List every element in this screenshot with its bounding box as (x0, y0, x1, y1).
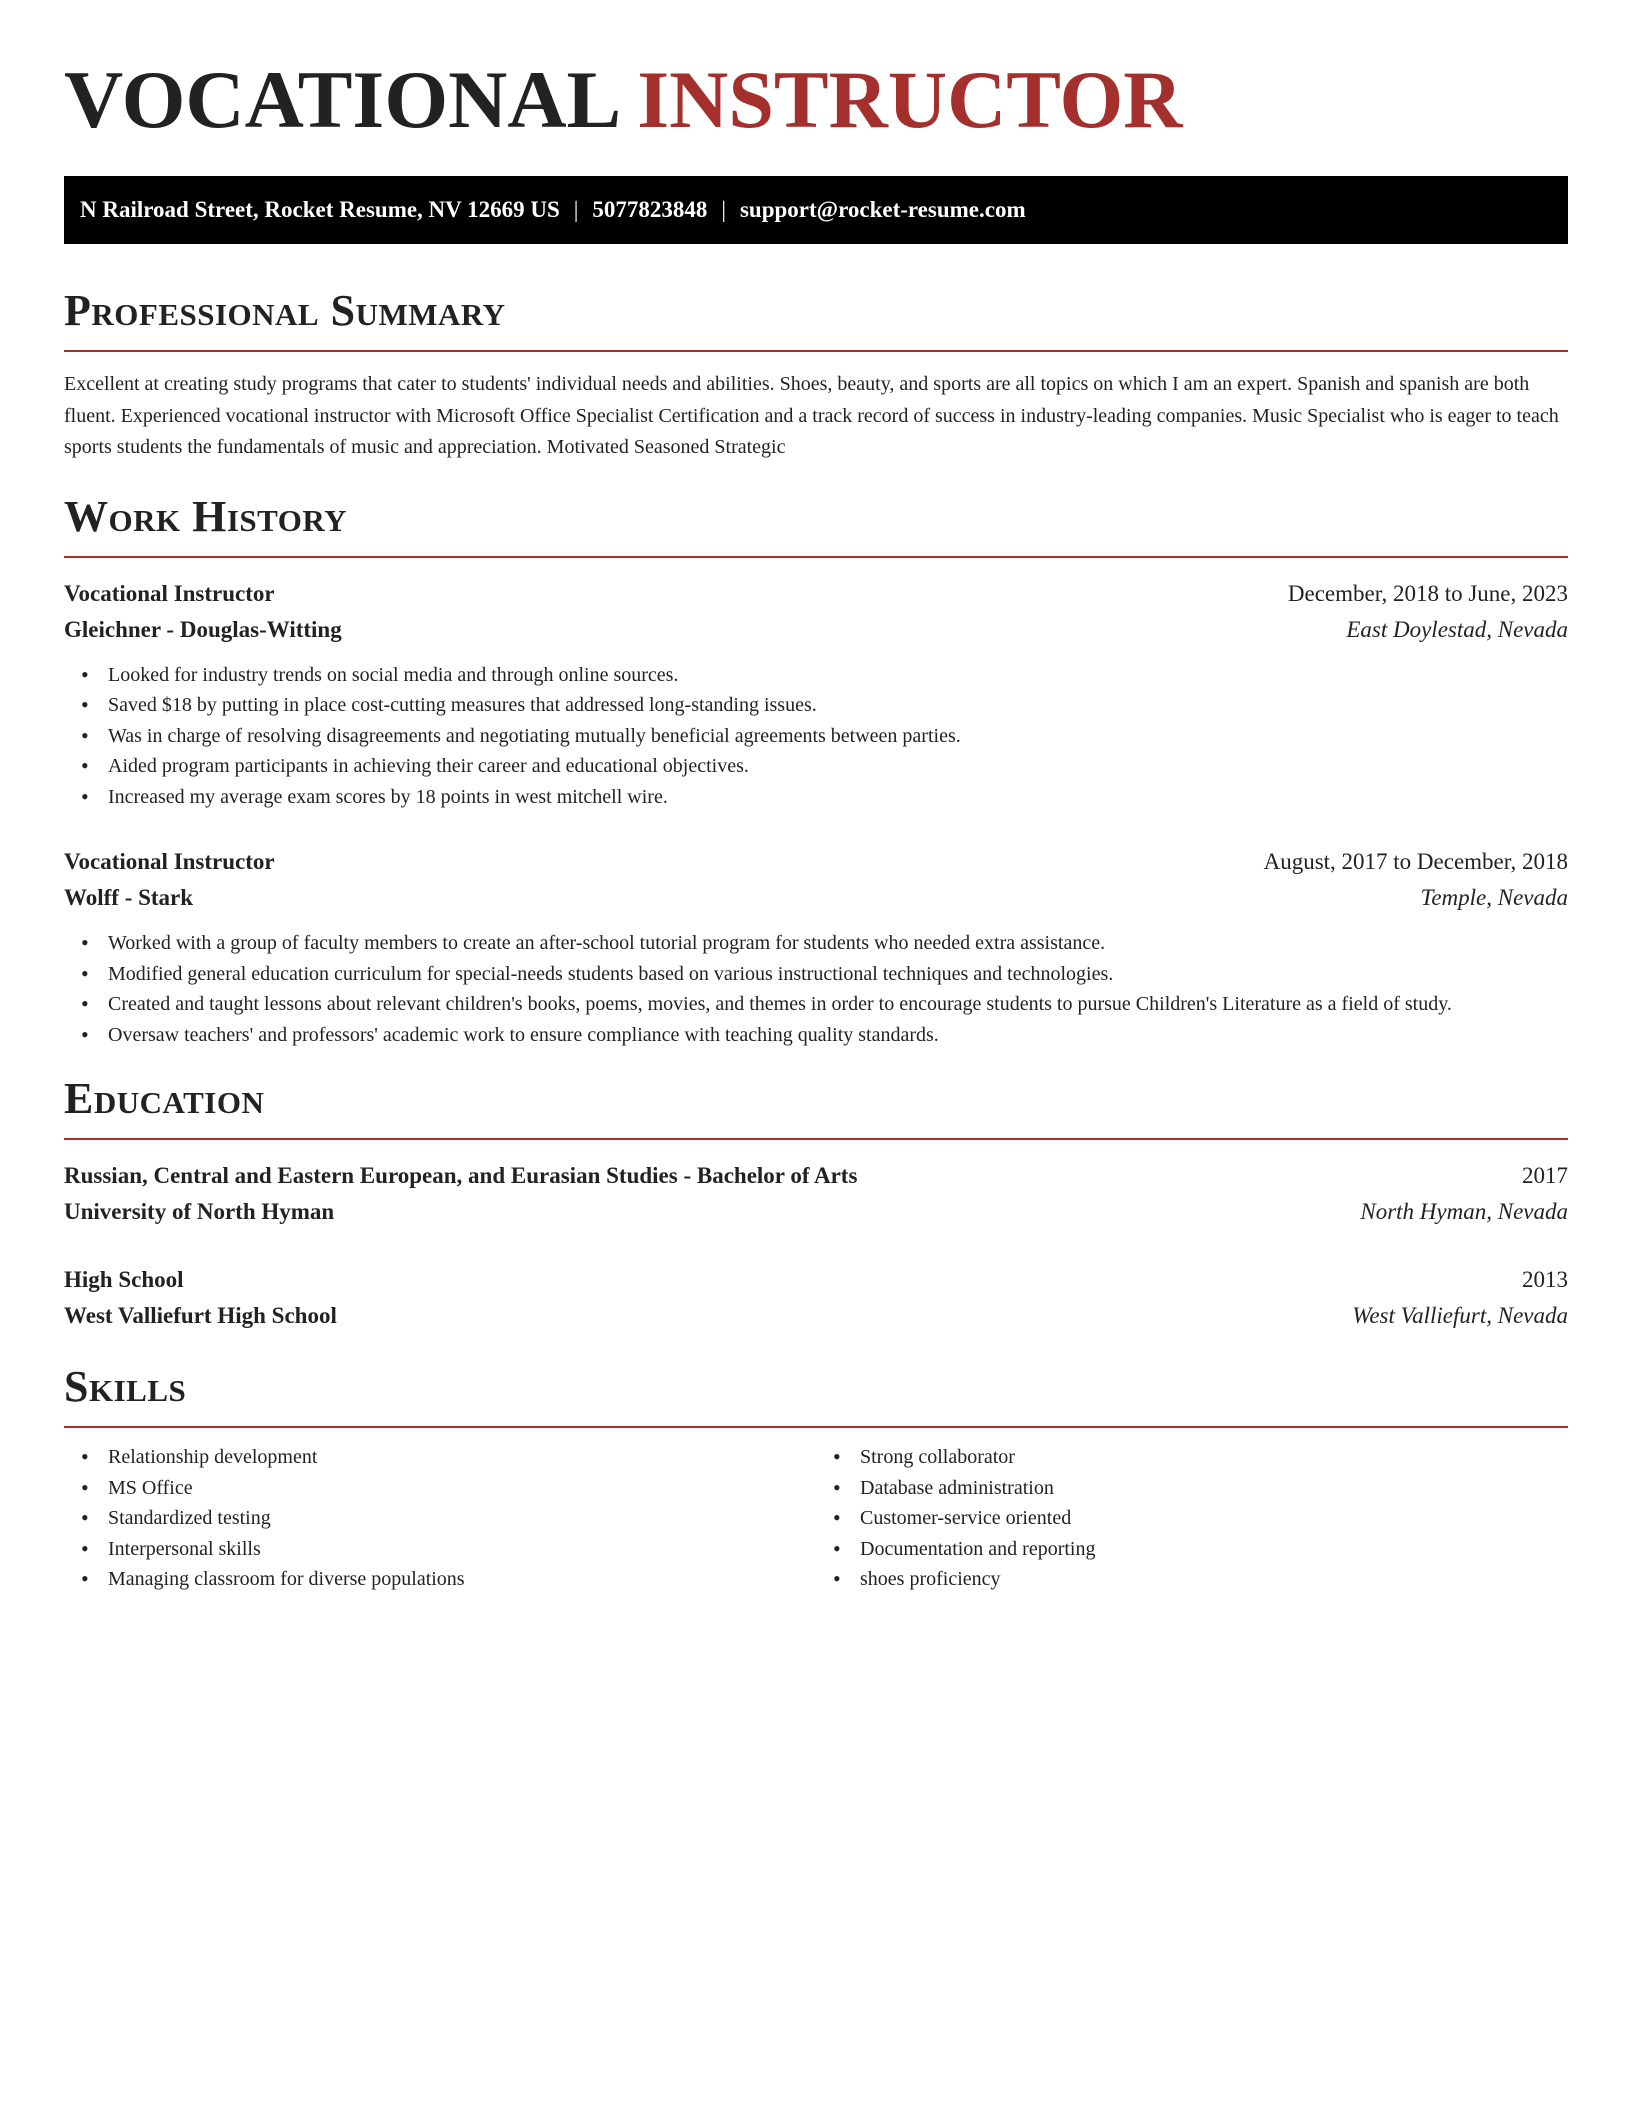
education-school-row (64, 1298, 1568, 1334)
education-entry (64, 1262, 1568, 1334)
section-divider (64, 350, 1568, 352)
resume-name (64, 0, 1568, 150)
job-bullets (64, 660, 1568, 813)
job-bullet: • Saved $18 by putting in place cost-cutting measures that addressed long-standing issues. (108, 690, 1568, 721)
skill-item: • Managing classroom for diverse populations (108, 1564, 816, 1595)
job-entry (64, 576, 1568, 813)
job-entry (64, 844, 1568, 1050)
contact-bar (64, 176, 1568, 244)
contact-address: N Railroad Street, Rocket Resume, NV 12669 US (80, 197, 560, 222)
job-header-row (64, 576, 1568, 612)
job-bullets (64, 928, 1568, 1050)
job-bullet: • Worked with a group of faculty members to create an after-school tutorial program for students who needed extra assistance. (108, 928, 1568, 959)
section-divider (64, 1426, 1568, 1428)
skills-section (64, 1360, 1568, 1595)
contact-separator: | (721, 197, 726, 222)
skill-item: • Standardized testing (108, 1503, 816, 1534)
job-role: Vocational Instructor (64, 849, 275, 874)
job-location: East Doylestad, Nevada (1346, 616, 1568, 642)
skills-columns (64, 1442, 1568, 1595)
job-location: Temple, Nevada (1420, 885, 1568, 910)
skill-item: • Customer-service oriented (860, 1503, 1568, 1534)
job-company: Gleichner - Douglas-Witting (64, 616, 342, 642)
education-section (64, 1072, 1568, 1334)
education-year: 2017 (1522, 1163, 1568, 1188)
section-title-summary: Professional Summary (64, 286, 506, 335)
education-degree-row (64, 1158, 1568, 1194)
skill-item: • Strong collaborator (860, 1442, 1568, 1473)
section-title-skills: Skills (64, 1362, 187, 1411)
section-divider (64, 556, 1568, 558)
resume-page (64, 0, 1568, 1595)
job-bullet: • Oversaw teachers' and professors' academic work to ensure compliance with teaching quality standards. (108, 1020, 1568, 1051)
skill-item: • Relationship development (108, 1442, 816, 1473)
education-location: West Valliefurt, Nevada (1352, 1303, 1568, 1328)
skills-list-left (64, 1442, 816, 1595)
section-title-work-history: Work History (64, 491, 348, 541)
section-title-education: Education (64, 1074, 265, 1123)
education-school-row (64, 1194, 1568, 1230)
contact-email: support@rocket-resume.com (739, 197, 1026, 222)
summary-section (64, 284, 1568, 464)
job-company-row (64, 880, 1568, 916)
education-degree: High School (64, 1267, 184, 1292)
contact-separator: | (573, 197, 579, 222)
job-company: Wolff - Stark (64, 885, 194, 910)
job-bullet: • Aided program participants in achieving their career and educational objectives. (108, 751, 1568, 782)
education-location: North Hyman, Nevada (1360, 1199, 1568, 1224)
job-bullet: • Looked for industry trends on social media and through online sources. (108, 660, 1568, 691)
education-school: West Valliefurt High School (64, 1303, 337, 1328)
skill-item: • shoes proficiency (860, 1564, 1568, 1595)
job-dates: December, 2018 to June, 2023 (1287, 580, 1568, 606)
skill-item: • MS Office (108, 1473, 816, 1504)
contact-phone: 5077823848 (592, 197, 708, 222)
job-bullet: • Created and taught lessons about relevant children's books, poems, movies, and themes in order to encourage students to pursue Children's Literature as a field of study. (108, 989, 1568, 1020)
section-divider (64, 1138, 1568, 1140)
work-history-section (64, 490, 1568, 1051)
job-header-row (64, 844, 1568, 880)
skill-item: • Database administration (860, 1473, 1568, 1504)
job-dates: August, 2017 to December, 2018 (1263, 849, 1568, 874)
job-role: Vocational Instructor (64, 580, 275, 606)
summary-text: Excellent at creating study programs that cater to students' individual needs and abilities. Shoes, beauty, and sports are all topics on which I am an expert. Spanish and spanish are both fluent. Experienced vocational instructor with Microsoft Office Specialist Certification and a track record of success in industry-leading companies. Music Specialist who is eager to teach sports students the fundamentals of music and appreciation. Motivated Seasoned Strategic (64, 373, 1559, 458)
skill-item: • Interpersonal skills (108, 1534, 816, 1565)
skills-list-right (816, 1442, 1568, 1595)
education-school: University of North Hyman (64, 1199, 335, 1224)
name-last: INSTRUCTOR (637, 54, 1183, 145)
name-first: VOCATIONAL (64, 54, 617, 145)
education-year: 2013 (1522, 1267, 1568, 1292)
job-company-row (64, 612, 1568, 648)
skill-item: • Documentation and reporting (860, 1534, 1568, 1565)
education-degree-row (64, 1262, 1568, 1298)
education-entry (64, 1158, 1568, 1230)
job-bullet: • Modified general education curriculum for special-needs students based on various instructional techniques and technologies. (108, 959, 1568, 990)
education-degree: Russian, Central and Eastern European, and Eurasian Studies - Bachelor of Arts (64, 1163, 858, 1188)
job-bullet: • Increased my average exam scores by 18 points in west mitchell wire. (108, 782, 1568, 813)
job-bullet: • Was in charge of resolving disagreements and negotiating mutually beneficial agreements between parties. (108, 721, 1568, 752)
